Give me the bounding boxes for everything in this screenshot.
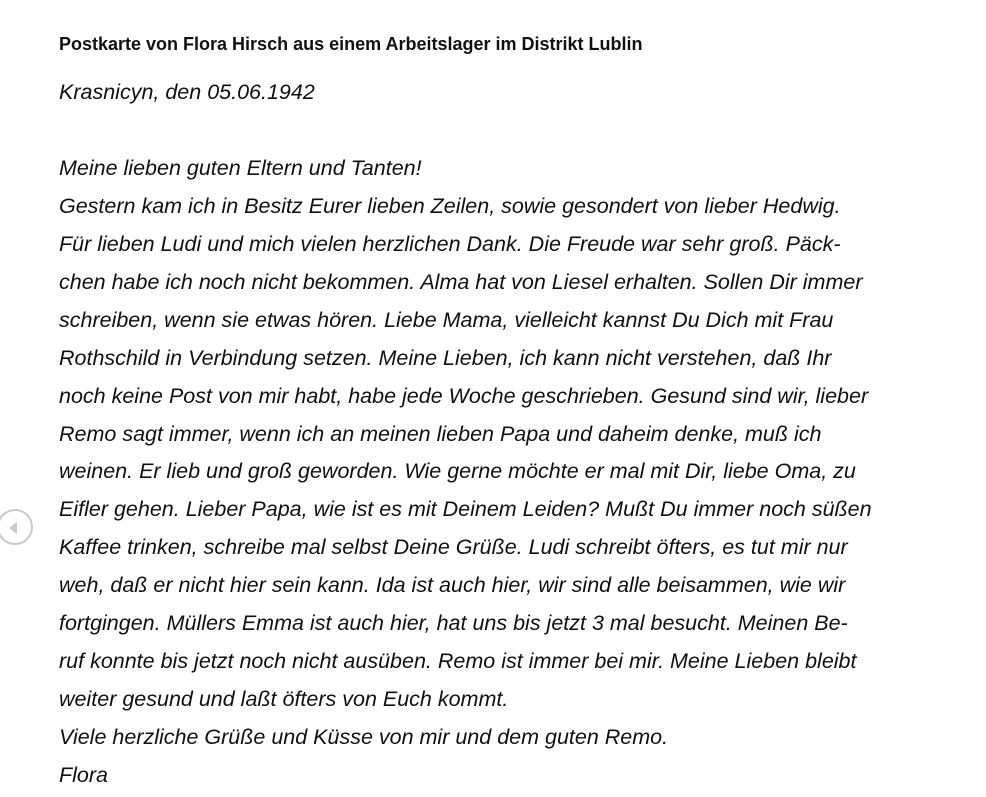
previous-page-button[interactable] <box>0 509 33 545</box>
body-line: Eifler gehen. Lieber Papa, wie ist es mit Deinem Leiden? Mußt Du immer noch süßen <box>59 497 872 521</box>
body-line: Kaffee trinken, schreibe mal selbst Deine Grüße. Ludi schreibt öfters, es tut mir nur <box>59 535 848 559</box>
body-line: ruf konnte bis jetzt noch nicht ausüben. Remo ist immer bei mir. Meine Lieben bleibt <box>59 649 857 673</box>
closing: Viele herzliche Grüße und Küsse von mir und dem guten Remo. <box>59 725 669 749</box>
page-title: Postkarte von Flora Hirsch aus einem Arbeitslager im Distrikt Lublin <box>59 34 643 54</box>
body-line: Gestern kam ich in Besitz Eurer lieben Zeilen, sowie gesondert von lieber Hedwig. <box>59 194 841 218</box>
body-line: fortgingen. Müllers Emma ist auch hier, hat uns bis jetzt 3 mal besucht. Meinen Be- <box>59 611 848 635</box>
body-line: weh, daß er nicht hier sein kann. Ida ist auch hier, wir sind alle beisammen, wie wir <box>59 573 846 597</box>
signature: Flora <box>59 763 108 787</box>
chevron-left-icon <box>5 519 25 537</box>
body-line: noch keine Post von mir habt, habe jede Woche geschrieben. Gesund sind wir, lieber <box>59 384 869 408</box>
body-line: weiter gesund und laßt öfters von Euch kommt. <box>59 687 509 711</box>
body-line: chen habe ich noch nicht bekommen. Alma hat von Liesel erhalten. Sollen Dir immer <box>59 270 863 294</box>
body-line: Rothschild in Verbindung setzen. Meine Lieben, ich kann nicht verstehen, daß Ihr <box>59 346 832 370</box>
body-line: schreiben, wenn sie etwas hören. Liebe Mama, vielleicht kannst Du Dich mit Frau <box>59 308 834 332</box>
body-line: Remo sagt immer, wenn ich an meinen lieben Papa und daheim denke, muß ich <box>59 422 822 446</box>
place-date: Krasnicyn, den 05.06.1942 <box>59 80 315 104</box>
body-line: Für lieben Ludi und mich vielen herzlichen Dank. Die Freude war sehr groß. Päck- <box>59 232 841 256</box>
body-line: weinen. Er lieb und groß geworden. Wie gerne möchte er mal mit Dir, liebe Oma, zu <box>59 459 856 483</box>
salutation: Meine lieben guten Eltern und Tanten! <box>59 156 422 180</box>
